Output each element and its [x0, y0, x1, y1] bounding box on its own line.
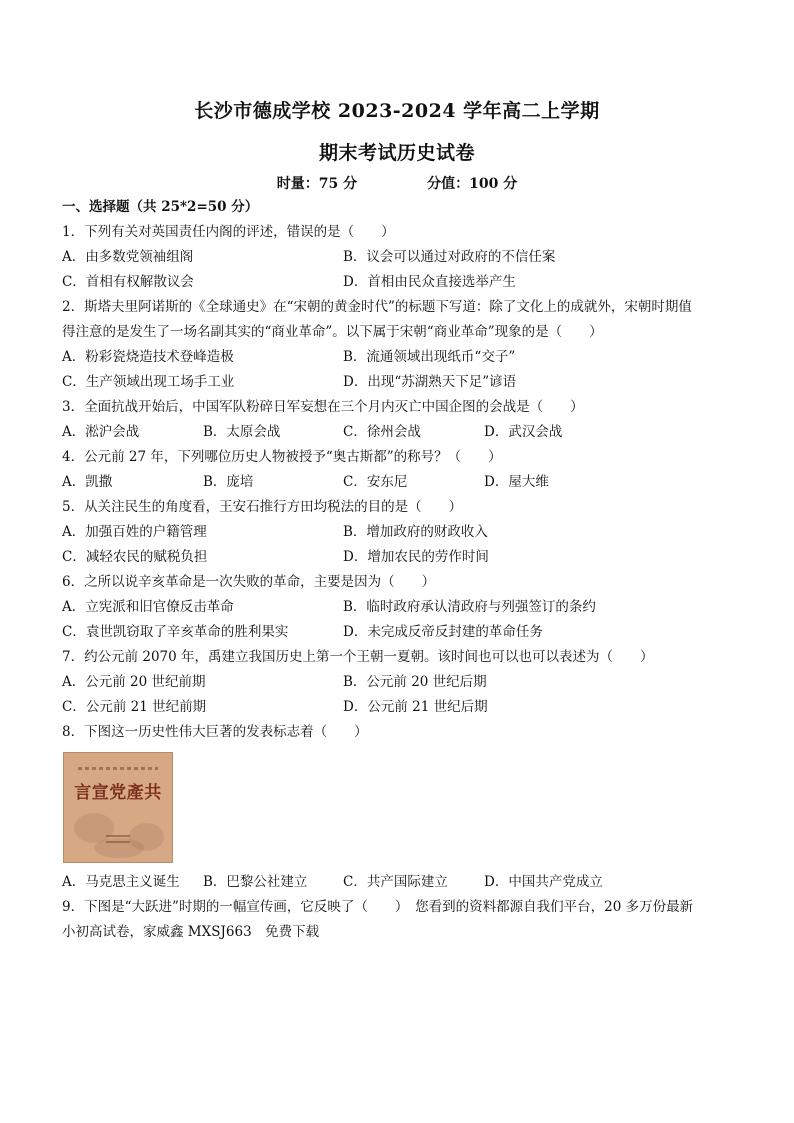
option-a: A．立宪派和旧官僚反击革命 — [62, 599, 234, 615]
option-c: C．首相有权解散议会 — [62, 274, 194, 290]
question-stem: 3．全面抗战开始后，中国军队粉碎日军妄想在三个月内灭亡中国企图的会战是（ ） — [62, 399, 584, 415]
exam-meta — [0, 173, 794, 193]
option-a: A．加强百姓的户籍管理 — [62, 524, 207, 540]
score-label: 分值：100 分 — [427, 176, 518, 192]
question-stem: 6．之所以说辛亥革命是一次失败的革命，主要是因为（ ） — [62, 574, 436, 590]
option-d: D．出现“苏湖熟天下足”谚语 — [343, 374, 517, 390]
option-d: D．未完成反帝反封建的革命任务 — [343, 624, 543, 640]
option-c: C．减轻农民的赋税负担 — [62, 549, 208, 565]
cover-ornament — [78, 767, 158, 770]
option-a: A．马克思主义诞生 — [62, 874, 180, 890]
option-b: B．巴黎公社建立 — [203, 874, 308, 890]
time-label: 时量：75 分 — [276, 176, 358, 192]
option-b: B．临时政府承认清政府与列强签订的条约 — [343, 599, 596, 615]
manifesto-cover-image — [63, 752, 173, 863]
question-stem: 9．下图是“大跃进”时期的一幅宣传画，它反映了（ ） 您看到的资料都源自我们平台，20 多万份最新 — [62, 899, 694, 915]
option-b: B．公元前 20 世纪后期 — [343, 674, 487, 690]
option-c: C．共产国际建立 — [343, 874, 448, 890]
option-a: A．淞沪会战 — [62, 424, 140, 440]
exam-title-line1: 长沙市德成学校 2023-2024 学年高二上学期 — [194, 100, 600, 122]
option-c: C．徐州会战 — [343, 424, 421, 440]
cover-rule — [106, 841, 130, 843]
option-c: C．袁世凯窃取了辛亥革命的胜利果实 — [62, 624, 289, 640]
option-d: D．武汉会战 — [484, 424, 563, 440]
question-stem-cont: 得注意的是发生了一场名副其实的“商业革命”。以下属于宋朝“商业革命”现象的是（ ） — [62, 324, 603, 340]
option-d: D．中国共产党成立 — [484, 874, 603, 890]
option-c: C．生产领域出现工场手工业 — [62, 374, 235, 390]
option-b: B．议会可以通过对政府的不信任案 — [343, 249, 556, 265]
option-a: A．粉彩瓷烧造技术登峰造极 — [62, 349, 234, 365]
option-b: B．增加政府的财政收入 — [343, 524, 488, 540]
option-b: B．流通领域出现纸币“交子” — [343, 349, 516, 365]
exam-title-line2: 期末考试历史试卷 — [318, 142, 475, 164]
cover-title: 言宣党產共 — [74, 783, 162, 803]
option-d: D．屋大维 — [484, 474, 549, 490]
section-heading: 一、选择题（共 25*2=50 分） — [62, 199, 259, 215]
option-a: A．由多数党领袖组阁 — [62, 249, 194, 265]
option-d: D．公元前 21 世纪后期 — [343, 699, 488, 715]
question-stem: 8．下图这一历史性伟大巨著的发表标志着（ ） — [62, 724, 368, 740]
question-stem: 4．公元前 27 年，下列哪位历史人物被授予“奥古斯都”的称号？（ ） — [62, 449, 502, 465]
option-c: C．安东尼 — [343, 474, 408, 490]
option-c: C．公元前 21 世纪前期 — [62, 699, 207, 715]
cover-rule — [106, 835, 130, 837]
question-stem-cont: 小初高试卷，家威鑫 MXSJ663 免费下载 — [62, 924, 320, 940]
option-d: D．增加农民的劳作时间 — [343, 549, 489, 565]
question-stem: 1．下列有关对英国责任内阁的评述，错误的是（ ） — [62, 224, 395, 240]
option-a: A．公元前 20 世纪前期 — [62, 674, 206, 690]
question-stem: 2．斯塔夫里阿诺斯的《全球通史》在“宋朝的黄金时代”的标题下写道：除了文化上的成就外，宋朝时期值 — [62, 299, 692, 315]
option-a: A．凯撒 — [62, 474, 113, 490]
option-d: D．首相由民众直接选举产生 — [343, 274, 516, 290]
option-b: B．太原会战 — [203, 424, 281, 440]
question-stem: 5．从关注民生的角度看，王安石推行方田均税法的目的是（ ） — [62, 499, 463, 515]
option-b: B．庞培 — [203, 474, 254, 490]
question-stem: 7．约公元前 2070 年，禹建立我国历史上第一个王朝一夏朝。该时间也可以也可以表述为（ ） — [62, 649, 654, 665]
